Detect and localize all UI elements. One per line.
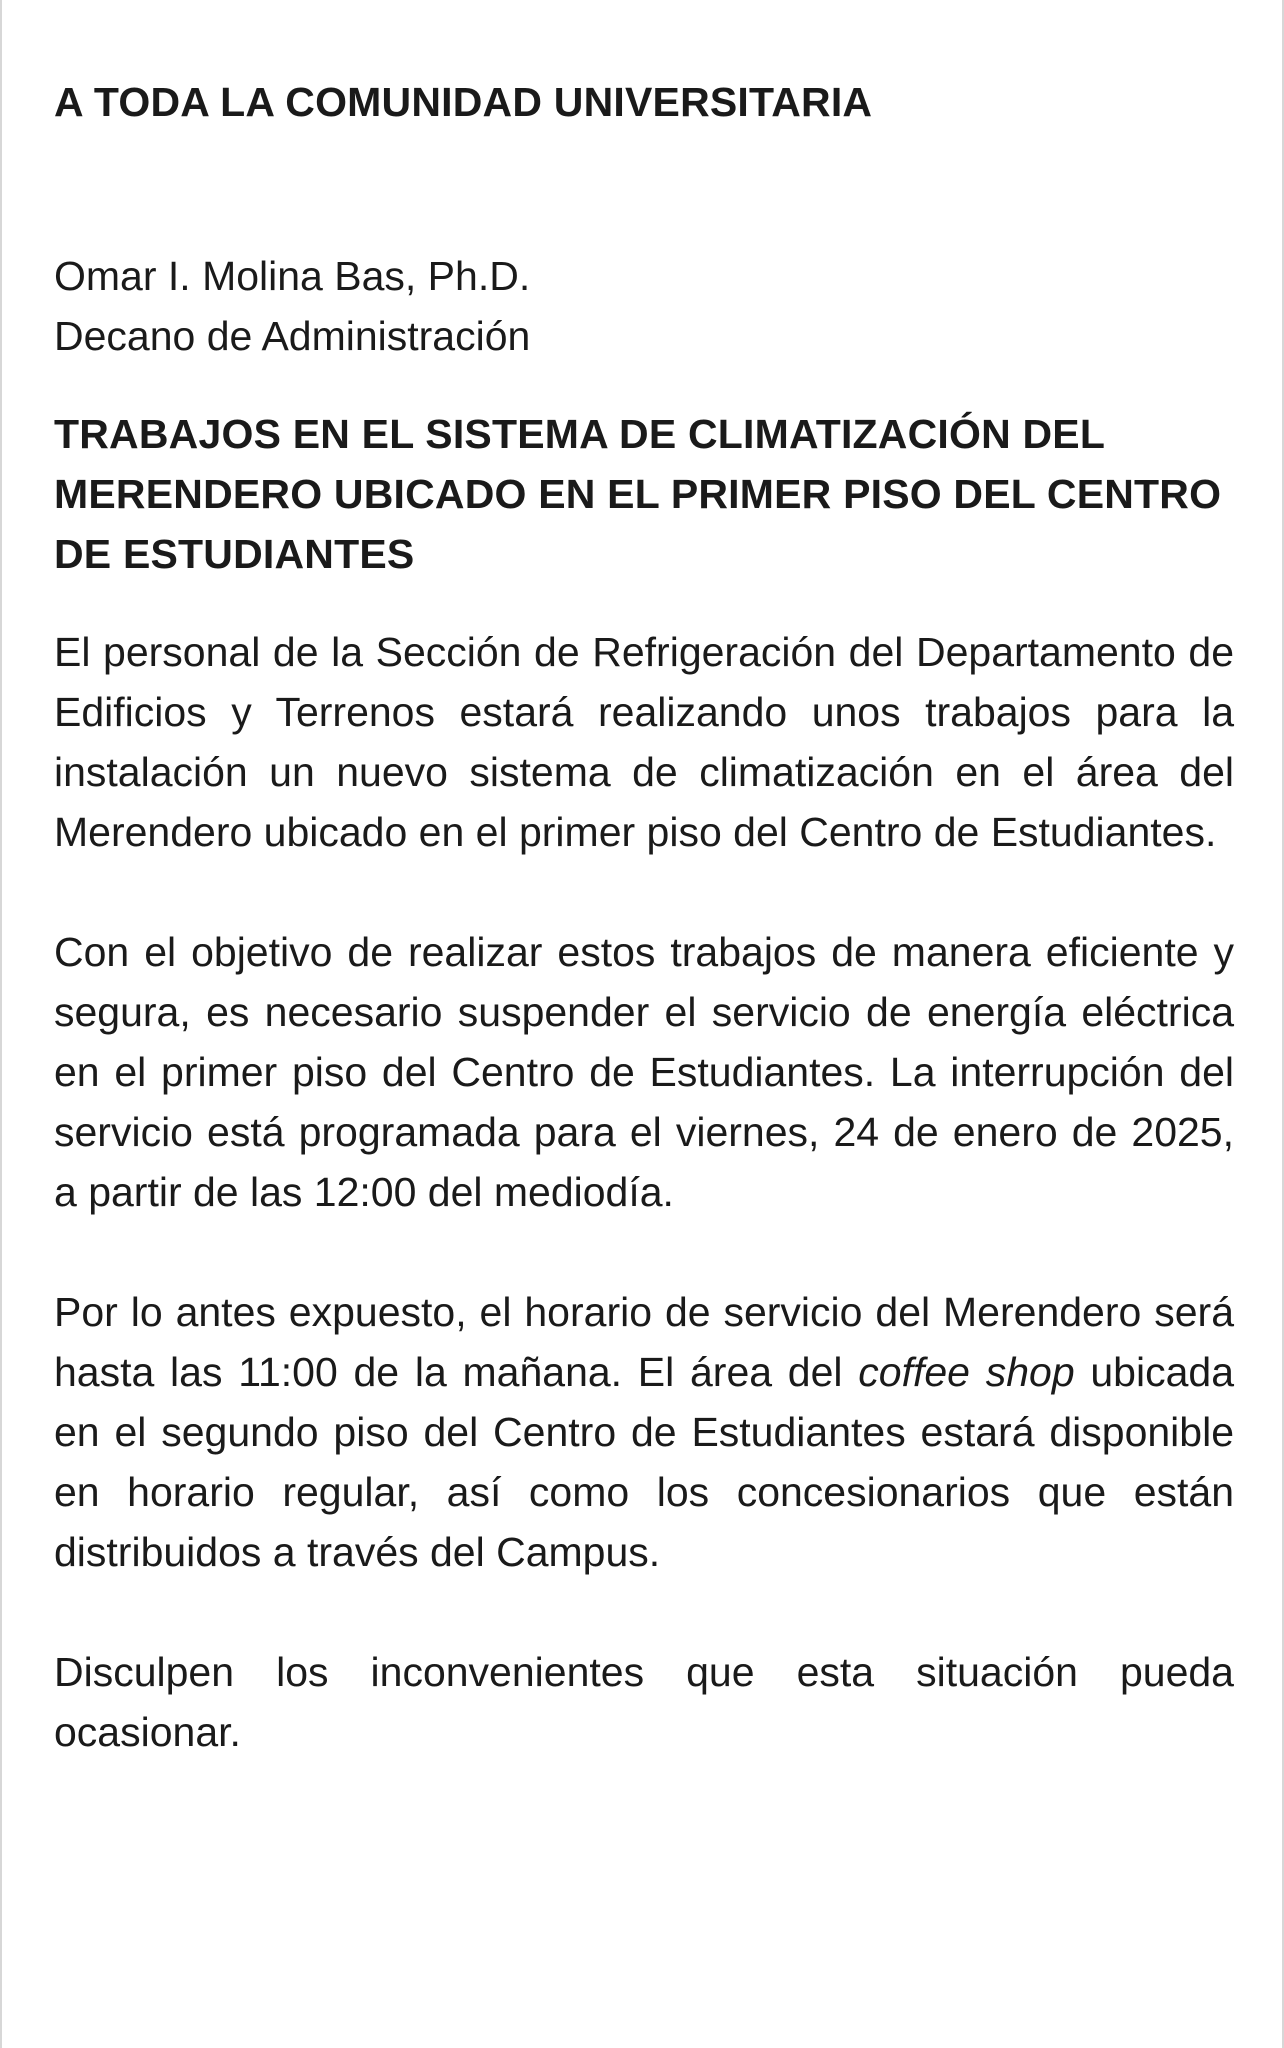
paragraph-3-before: Por lo antes expuesto, el horario de servicio del Merendero será hasta las 11:00 de la mañana. El área del — [54, 1289, 1234, 1395]
paragraph-3-emphasis: coffee shop — [858, 1349, 1075, 1395]
paragraph-3 — [54, 1282, 1234, 1582]
memo-content — [54, 72, 1234, 1762]
paragraph-2: Con el objetivo de realizar estos trabajos de manera eficiente y segura, es necesario suspender el servicio de energía eléctrica en el primer piso del Centro de Estudiantes. La interrupción del servicio está programada para el viernes, 24 de enero de 2025, a partir de las 12:00 del mediodía. — [54, 929, 1234, 1215]
signer-name: Omar I. Molina Bas, Ph.D. — [54, 253, 531, 299]
subject-heading: TRABAJOS EN EL SISTEMA DE CLIMATIZACIÓN DEL MERENDERO UBICADO EN EL PRIMER PISO DEL CENTRO DE ESTUDIANTES — [54, 411, 1222, 577]
recipient-heading: A TODA LA COMUNIDAD UNIVERSITARIA — [54, 79, 873, 125]
signer-title: Decano de Administración — [54, 313, 531, 359]
paragraph-4: Disculpen los inconvenientes que esta situación pueda ocasionar. — [54, 1649, 1234, 1755]
paragraph-3-after: ubicada en el segundo piso del Centro de Estudiantes estará disponible en horario regular, así como los concesionarios que están distribuidos a través del Campus. — [54, 1349, 1234, 1575]
paragraph-1: El personal de la Sección de Refrigeración del Departamento de Edificios y Terrenos estará realizando unos trabajos para la instalación un nuevo sistema de climatización en el área del Merendero ubicado en el primer piso del Centro de Estudiantes. — [54, 629, 1234, 855]
signer-block — [54, 246, 1234, 366]
